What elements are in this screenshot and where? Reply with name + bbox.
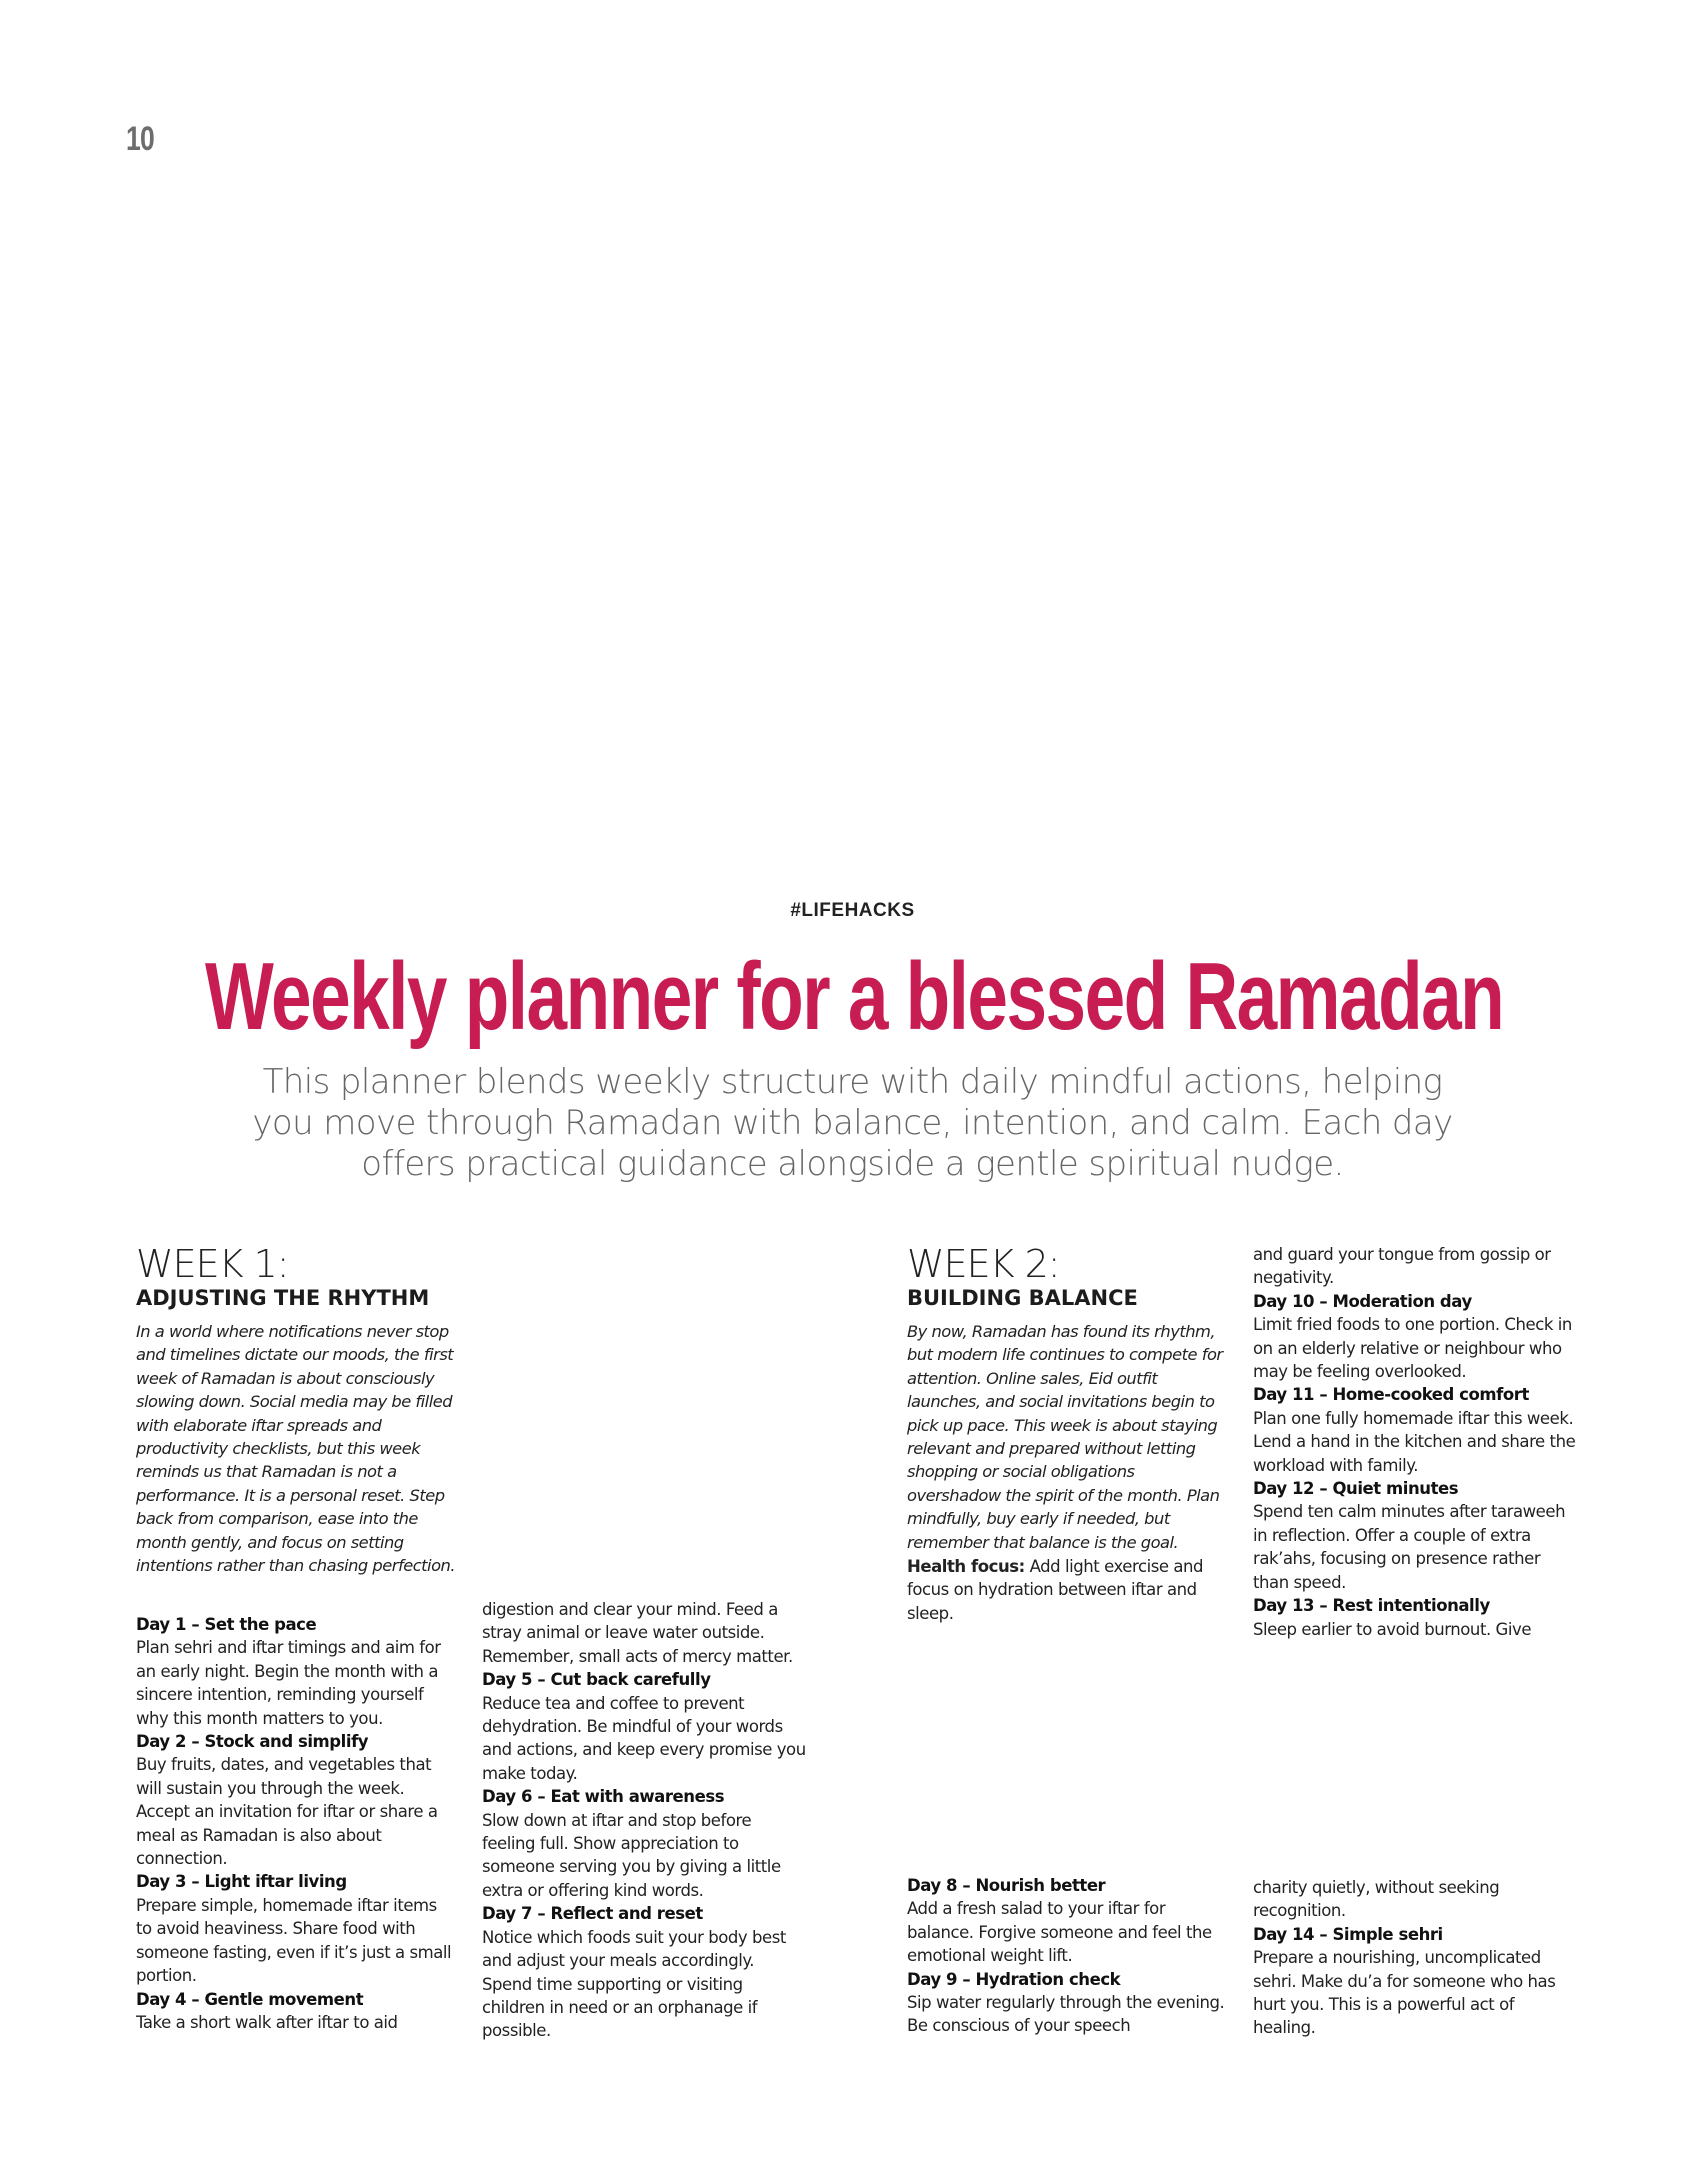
day10-text: Limit fried foods to one portion. Check in on an elderly relative or neighbour who may be feeling overlooked. [1253, 1315, 1572, 1382]
day6-text: Slow down at iftar and stop before feeling full. Show appreciation to someone serving you by giving a little extra or offering kind words. [482, 1810, 781, 1900]
day11-text: Plan one fully homemade iftar this week. Lend a hand in the kitchen and share the workload with family. [1253, 1408, 1576, 1475]
day7-heading: Day 7 – Reflect and reset [482, 1904, 703, 1924]
day4-heading: Day 4 – Gentle movement [136, 1989, 364, 2009]
day14-heading: Day 14 – Simple sehri [1253, 1924, 1443, 1944]
week1-heading [136, 1244, 466, 1312]
headline-text: Weekly planner for a blessed Ramadan [204, 943, 1504, 1050]
day4-text-start: Take a short walk after iftar to aid [136, 2012, 398, 2032]
week2-heading [907, 1244, 1237, 1312]
health-focus-text: Add light exercise and focus on hydration between iftar and sleep. [907, 1557, 1204, 1623]
day8-text: Add a fresh salad to your iftar for balance. Forgive someone and feel the emotional weight lift. [907, 1899, 1212, 1966]
day10-heading: Day 10 – Moderation day [1253, 1291, 1472, 1311]
week1-column-1 [136, 1613, 456, 2034]
day14-text: Prepare a nourishing, uncomplicated sehri. Make du’a for someone who has hurt you. This is a powerful act of healing. [1253, 1948, 1556, 2038]
week2-intro: By now, Ramadan has found its rhythm, but modern life continues to compete for attention. Online sales, Eid outfit launches, and social invitations begin to pick up pace. This week is about staying relevant and prepared without letting shopping or social obligations overshadow the spirit of the month. Plan mindfully, buy early if needed, but remember that balance is the goal. [907, 1322, 1223, 1552]
day4-text-end: digestion and clear your mind. Feed a stray animal or leave water outside. Remember, small acts of mercy matter. [482, 1600, 793, 1666]
week2-health-focus [907, 1555, 1227, 1625]
day13-text-start: Sleep earlier to avoid burnout. Give [1253, 1619, 1532, 1639]
week2-title: BUILDING BALANCE [907, 1286, 1138, 1310]
section-tag: #LIFEHACKS [790, 900, 915, 921]
week1-number: WEEK 1: [136, 1242, 289, 1286]
day7-text: Notice which foods suit your body best and adjust your meals accordingly. Spend time supporting or visiting children in need or an orphanage if possible. [482, 1927, 786, 2041]
day1-heading: Day 1 – Set the pace [136, 1615, 317, 1634]
week1-column-2 [482, 1598, 807, 2043]
day3-heading: Day 3 – Light iftar living [136, 1872, 347, 1892]
day5-text: Reduce tea and coffee to prevent dehydration. Be mindful of your words and actions, and keep every promise you make today. [482, 1693, 806, 1783]
deck: This planner blends weekly structure with daily mindful actions, helping you move through Ramadan with balance, intention, and calm. Each day offers practical guidance alongside a gentle spiritual nudge. [252, 1062, 1453, 1184]
day13-heading: Day 13 – Rest intentionally [1253, 1596, 1490, 1616]
day9-text-end: and guard your tongue from gossip or negativity. [1253, 1245, 1551, 1288]
day1-text: Plan sehri and iftar timings and aim for an early night. Begin the month with a sincere intention, reminding yourself why this month matters to you. [136, 1638, 441, 1728]
day6-heading: Day 6 – Eat with awareness [482, 1787, 725, 1807]
week1-intro: In a world where notifications never stop and timelines dictate our moods, the first week of Ramadan is about consciously slowing down. Social media may be filled with elaborate iftar spreads and productivity checklists, but this week reminds us that Ramadan is not a performance. It is a personal reset. Step back from comparison, ease into the month gently, and focus on setting intentions rather than chasing perfection. [136, 1322, 456, 1576]
health-focus-label: Health focus: [907, 1557, 1025, 1576]
page-number: 10 [126, 120, 154, 158]
day3-text: Prepare simple, homemade iftar items to avoid heaviness. Share food with someone fasting, even if it’s just a small portion. [136, 1895, 452, 1986]
week2-number: WEEK 2: [907, 1242, 1060, 1286]
day9-text-start: Sip water regularly through the evening. Be conscious of your speech [907, 1993, 1225, 2036]
day9-heading: Day 9 – Hydration check [907, 1969, 1121, 1989]
week2-column-4 [1253, 1243, 1578, 1641]
day12-heading: Day 12 – Quiet minutes [1253, 1479, 1459, 1499]
day5-heading: Day 5 – Cut back carefully [482, 1670, 711, 1690]
week1-title: ADJUSTING THE RHYTHM [136, 1286, 430, 1310]
day2-text: Buy fruits, dates, and vegetables that will sustain you through the week. Accept an invitation for iftar or share a meal as Ramadan is also about connection. [136, 1755, 438, 1869]
week2-column-4-bottom [1253, 1876, 1578, 2040]
day13-text-end: charity quietly, without seeking recognition. [1253, 1878, 1500, 1921]
day2-heading: Day 2 – Stock and simplify [136, 1732, 369, 1752]
week2-column-3-bottom [907, 1874, 1232, 2038]
day12-text: Spend ten calm minutes after taraweeh in reflection. Offer a couple of extra rak’ahs, focusing on presence rather than speed. [1253, 1502, 1566, 1592]
headline [0, 942, 1705, 1052]
day8-heading: Day 8 – Nourish better [907, 1876, 1106, 1895]
day11-heading: Day 11 – Home-cooked comfort [1253, 1385, 1529, 1405]
